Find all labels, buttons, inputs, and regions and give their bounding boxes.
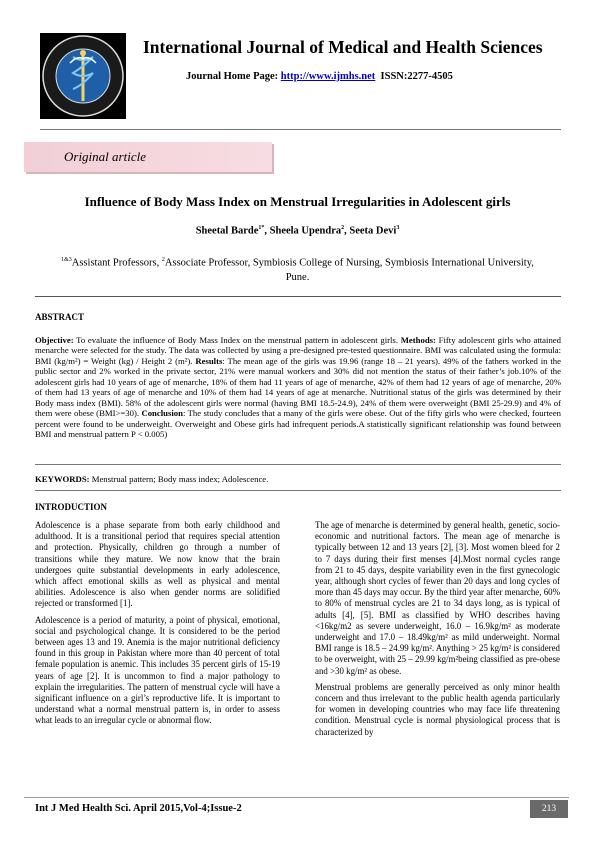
issn: ISSN:2277-4505 — [380, 71, 453, 82]
conclusion-text: : The study concludes that a many of the girls were obese. Out of the fifty girls who were checked, fourteen percent were found to be underweight. Overweight and Obese girls had infrequent periods.A statistically significant relationship was found between BMI and menstrual pattern P < 0.005) — [35, 408, 561, 440]
affiliation — [50, 253, 545, 285]
keywords-divider-top — [35, 464, 561, 465]
methods-label: Methods: — [400, 335, 436, 345]
article-type: Original article — [64, 149, 146, 164]
author-name: Seeta Devi — [349, 225, 397, 237]
author-name: Sheela Upendra — [269, 225, 342, 237]
paragraph: Adolescence is a period of maturity, a point of physical, emotional, social and psychological change. It is considered to be the period between ages 13 and 19. Anemia is the major nutritional deficiency found in this group in Pakistan where more than 40 percent of total female population is anemic. This includes 35 percent girls of 15-19 years of age [2]. It is uncommon to find a major pathology to explain the irregularities. The pattern of menstrual cycle will have a significant influence on a girl’s reproductive life. It is important to understand what a normal menstrual pattern is, in order to assess what leads to an irregular cycle or abnormal flow. — [35, 614, 280, 726]
conclusion-label: Conclusion — [141, 408, 183, 419]
journal-seal-icon — [40, 33, 126, 119]
right-column — [315, 520, 560, 743]
results-label: Results — [195, 355, 223, 366]
abstract-body — [35, 335, 561, 440]
affiliation-sup: 1&3 — [61, 257, 72, 263]
author-list: Sheetal Barde$^{1*}$, Sheela Upendra$^2$, Seeta Devi$^3$ — [195, 225, 400, 237]
keywords-divider-bottom — [35, 490, 561, 491]
home-label: Journal Home Page: — [186, 71, 281, 82]
journal-home-link[interactable]: http://www.ijmhs.net — [280, 71, 376, 82]
page-number: 213 — [530, 800, 568, 818]
keywords-text: Menstrual pattern; Body mass index; Adolescence. — [89, 474, 269, 484]
journal-home-line — [186, 71, 453, 82]
abstract-heading: ABSTRACT — [35, 312, 85, 322]
methods-text: Fifty adolescent girls who attained menarche were selected for the study. The data was collected by using a pre-designed pre-tested questionnaire. BMI was calculated using the formula: BMI (kg/m²) = Weight (kg) / Height 2 (m²). — [35, 335, 561, 366]
affiliation-text: Associate Professor, Symbiosis College of Nursing, Symbiosis International University, Pune. — [164, 257, 534, 283]
author-sup: 1* — [258, 225, 265, 231]
introduction-heading: INTRODUCTION — [35, 502, 108, 512]
author-sup: 3 — [396, 225, 400, 231]
results-text: : The mean age of the girls was 19.96 (range 18 – 21 years). 49% of the fathers worked in the public sector and 2% worked in the private sector, 21% were manual workers and 30% did not mention the status of their father’s job.10% of the adolescent girls had 10 years of age of menarche, 18% of them had 11 years of age of menarche, 42% of them had 12 years of age of menarche, 20% of them had 13 years of age of menarche and 10% of them had 14 years of age at menarche. Nutritional status of the girls was determined by their Body mass index (BMI). 58% of the adolescent girls were normal (having BMI 18.5-24.9), 24% of them were overweight (BMI 25-29.9) and 4% of them were obese (BMI>=30). — [35, 355, 561, 419]
author-sup: 2 — [341, 225, 345, 231]
footer-divider — [24, 797, 569, 798]
keywords-label: KEYWORDS: — [35, 474, 90, 484]
journal-logo — [40, 33, 126, 119]
objective-label: Objective: — [35, 335, 74, 345]
paragraph: Adolescence is a phase separate from both early childhood and adulthood. It is a transitional period that requires special attention and protection. Physically, children go through a number of transitions while they mature. We now know that the brain undergoes quite substantial developments in early adolescence, which affect emotional skills as well as physical and mental abilities. Adolescence is also when gender norms are solidified rejected or transformed [1]. — [35, 520, 280, 609]
keywords — [35, 474, 268, 484]
article-title: Influence of Body Mass Index on Menstrual Irregularities in Adolescent girls — [84, 194, 511, 209]
paragraph: The age of menarche is determined by general health, genetic, socio-economic and nutritional factors. The mean age of menarche is typically between 12 and 13 years [2], [3]. Most women bleed for 2 to 7 days during their first menses [4].Most normal cycles range from 21 to 45 days, despite variability even in the first gynecologic year, although short cycles of fewer than 20 days and long cycles of more than 45 days may occur. By the third year after menarche, 60% to 80% of menstrual cycles are 21 to 34 days long, as is typical of adults [4], [5]. BMI as classified by WHO describes having <16kg/m2 as severe underweight, 16.0 – 16.9kg/m² as moderate underweight and 17.0 – 18.49kg/m² as mild underweight. Normal BMI range is 18.5 – 24.99 kg/m². Anything > 25 kg/m² is considered to be overweight, with 25 – 29.99 kg/m²being classified as pre-obese and >30 kg/m² as obese. — [315, 520, 560, 676]
paragraph: Menstrual problems are generally perceived as only minor health concern and thus irrelevant to the public health agenda particularly for women in developing countries who may face life threatening condition. Menstrual cycle is normal physiological process that is characterized by — [315, 681, 560, 737]
affiliation-sup: 2 — [161, 257, 165, 263]
objective-text: To evaluate the influence of Body Mass Index on the menstrual pattern in adolescent girls. — [73, 335, 401, 345]
article-type-banner — [24, 142, 272, 172]
abstract-divider-top — [35, 296, 561, 297]
affiliation-text: Assistant Professors, — [71, 257, 162, 269]
footer-citation: Int J Med Health Sci. April 2015,Vol-4;Issue-2 — [35, 803, 242, 814]
header-divider — [40, 129, 561, 130]
journal-title: International Journal of Medical and Health Sciences — [143, 37, 543, 57]
left-column — [35, 520, 280, 732]
author-name: Sheetal Barde — [195, 225, 259, 237]
